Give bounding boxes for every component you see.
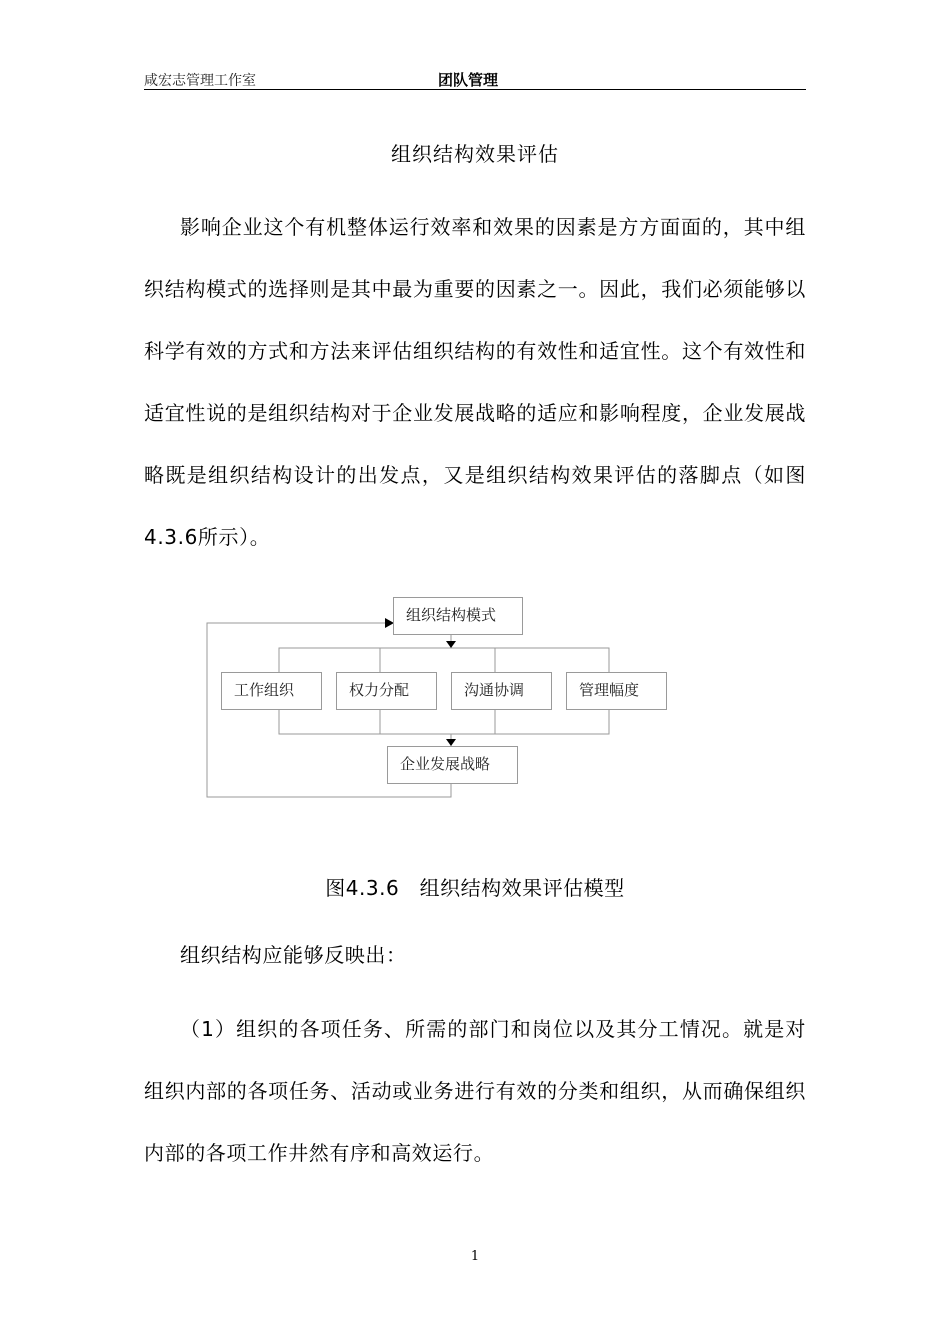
diagram-box-structure-mode: 组织结构模式 [393, 597, 523, 635]
diagram-box-power-allocation: 权力分配 [336, 672, 437, 710]
figure-caption: 图4.3.6 组织结构效果评估模型 [325, 876, 625, 900]
page-number: 1 [470, 1249, 480, 1264]
diagram-box-management-span: 管理幅度 [566, 672, 667, 710]
diagram-box-work-organization: 工作组织 [221, 672, 322, 710]
header-title: 团队管理 [438, 71, 499, 89]
header-left: 咸宏志管理工作室 [144, 73, 256, 89]
intro-paragraph: 影响企业这个有机整体运行效率和效果的因素是方方面面的，其中组织结构模式的选择则是其中最为重要的因素之一。因此，我们必须能够以科学有效的方式和方法来评估组织结构的有效性和适宜性。这个有效性和适宜性说的是组织结构对于企业发展战略的适应和影响程度，企业发展战略既是组织结构设计的出发点，又是组织结构效果评估的落脚点（如图4.3.6所示）。 [144, 215, 806, 549]
lead-paragraph: 组织结构应能够反映出： [180, 943, 407, 967]
item-1-paragraph: （1）组织的各项任务、所需的部门和岗位以及其分工情况。就是对组织内部的各项任务、活动或业务进行有效的分类和组织，从而确保组织内部的各项工作井然有序和高效运行。 [144, 1017, 806, 1165]
diagram-box-communication: 沟通协调 [451, 672, 552, 710]
header-rule [144, 89, 806, 90]
diagram-box-development-strategy: 企业发展战略 [387, 746, 518, 784]
section-title: 组织结构效果评估 [391, 142, 559, 166]
